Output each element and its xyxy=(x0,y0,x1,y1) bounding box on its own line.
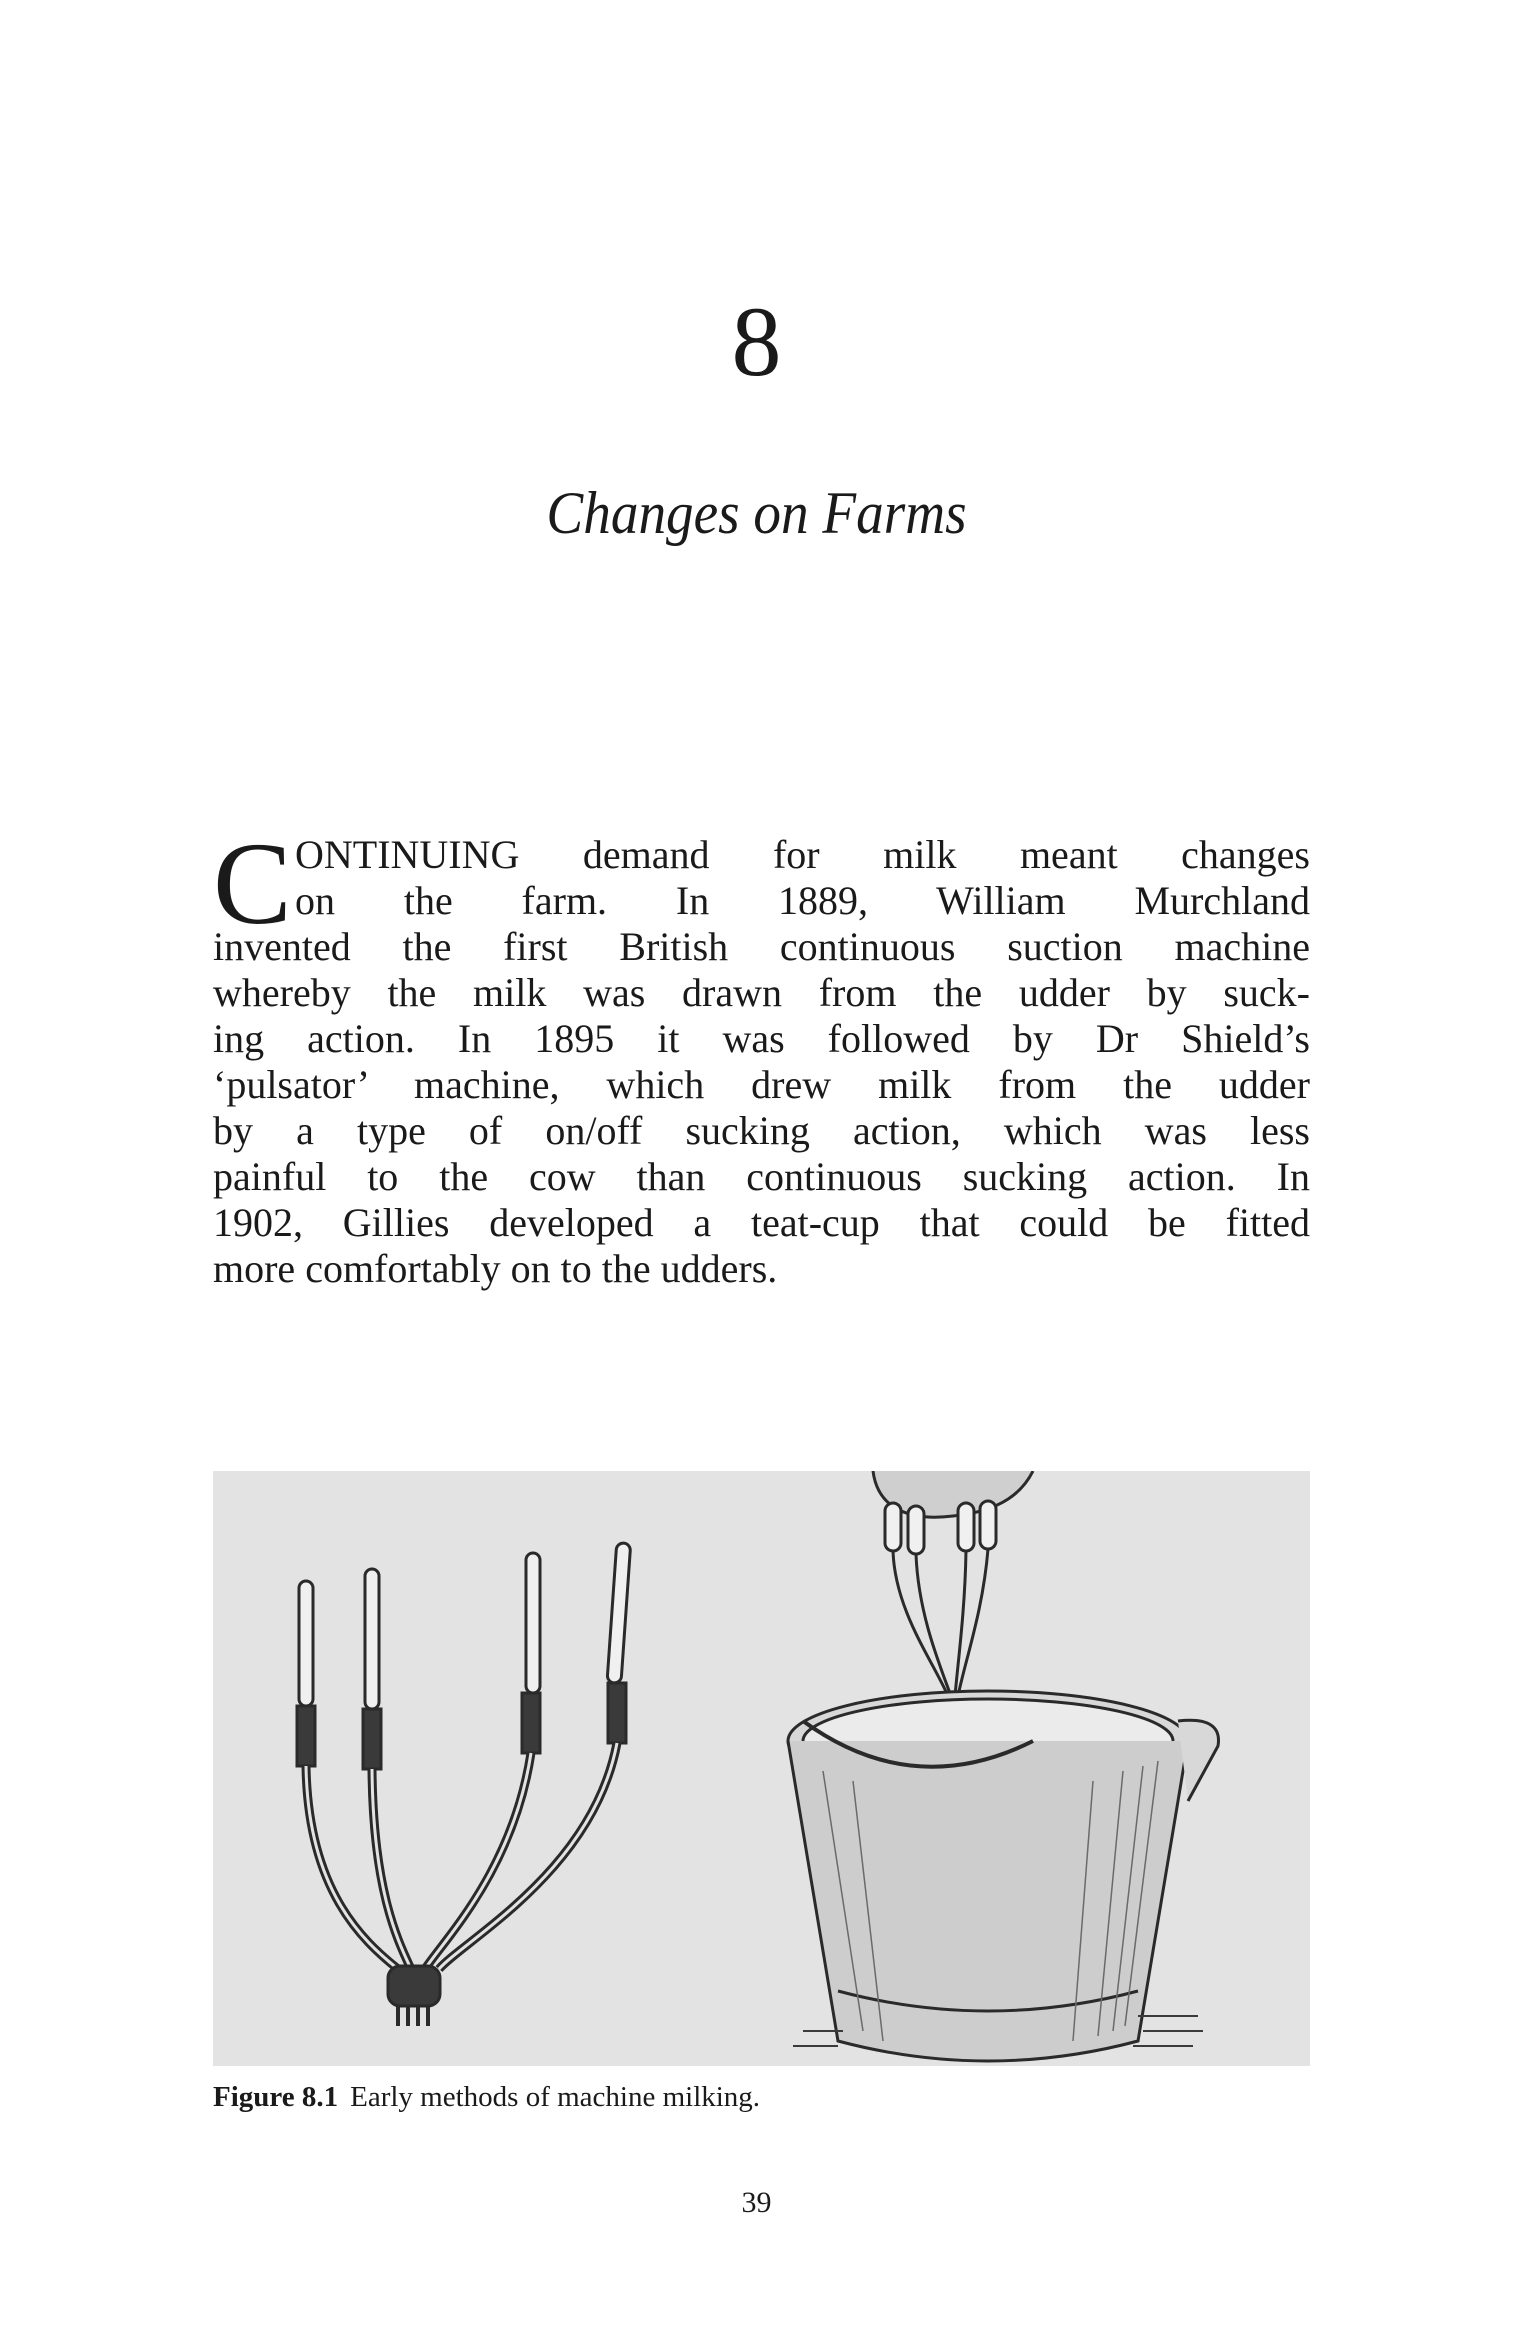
milking-engraving-icon xyxy=(213,1471,1310,2066)
body-line: ing action. In 1895 it was followed by Dr Shield’s xyxy=(213,1016,1310,1061)
body-line: whereby the milk was drawn from the udder by suck- xyxy=(213,970,1310,1015)
body-line: painful to the cow than continuous sucking action. In xyxy=(213,1154,1310,1199)
body-paragraph xyxy=(213,818,1310,1292)
body-line: 1902, Gillies developed a teat-cup that could be fitted xyxy=(213,1200,1310,1245)
figure-caption-text: Early methods of machine milking. xyxy=(350,2081,761,2113)
page-number: 39 xyxy=(741,2186,772,2219)
chapter-title: Changes on Farms xyxy=(546,480,967,546)
body-line: by a type of on/off sucking action, which was less xyxy=(213,1108,1310,1153)
chapter-number: 8 xyxy=(731,286,782,397)
body-line: on the farm. In 1889, William Murchland xyxy=(295,878,1310,923)
body-line: invented the first British continuous suction machine xyxy=(213,924,1310,969)
figure-caption-label: Figure 8.1 xyxy=(213,2081,339,2113)
figure-illustration xyxy=(213,1471,1310,2066)
figure-caption xyxy=(213,2080,760,2114)
body-line: more comfortably on to the udders. xyxy=(213,1246,778,1291)
body-line: ‘pulsator’ machine, which drew milk from the udder xyxy=(213,1062,1310,1107)
drop-cap: C xyxy=(213,818,292,949)
body-line: ONTINUING demand for milk meant changes xyxy=(295,832,1310,877)
